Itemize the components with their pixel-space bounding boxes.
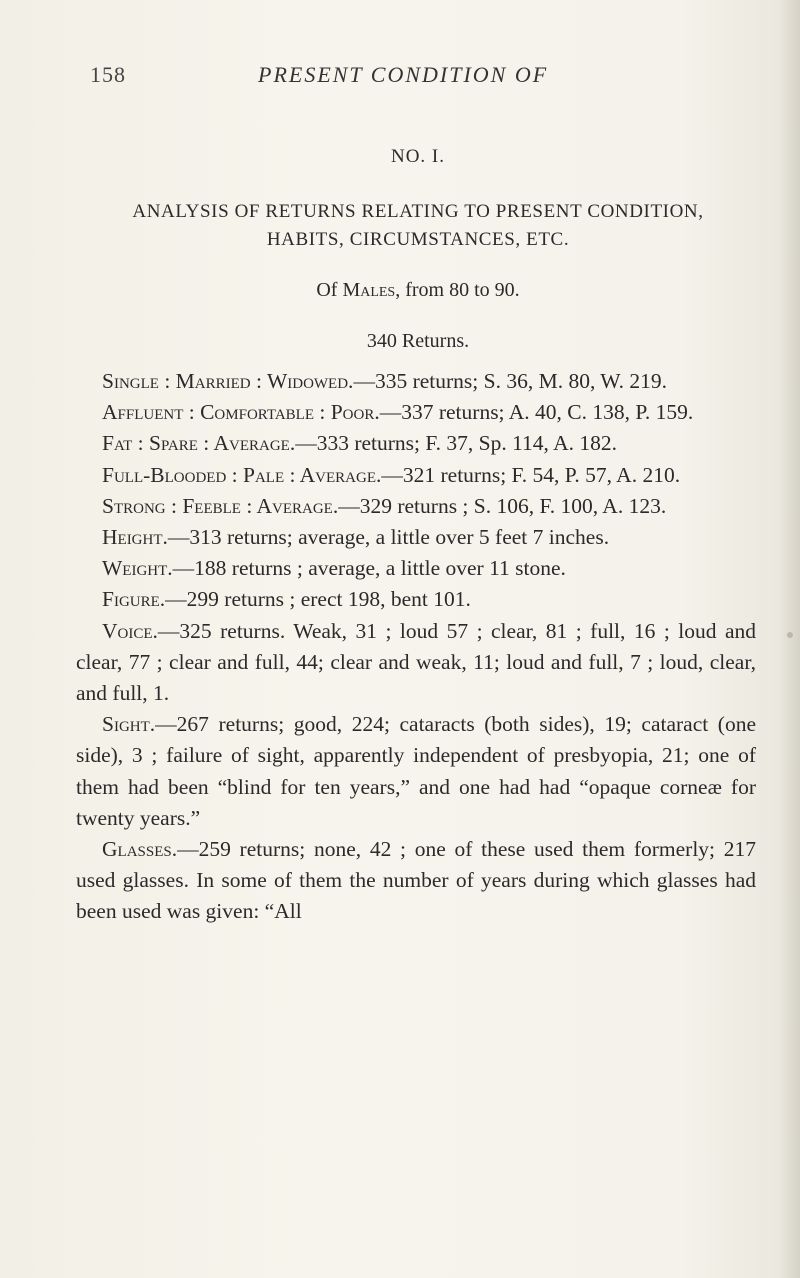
- paragraph-text: —259 returns; none, 42 ; one of these used them formerly; 217 used glasses. In some of them the number of years during which glasses had been used was given: “All: [76, 837, 756, 924]
- body-text: [76, 366, 756, 928]
- paragraph-lead: Single : Married : Widowed.: [102, 369, 354, 393]
- page-number: 158: [90, 62, 126, 87]
- paragraph-lead: Affluent : Comfortable : Poor.: [102, 400, 380, 425]
- returns-count: 340 Returns.: [366, 330, 470, 352]
- document-number: NO. I.: [390, 146, 446, 167]
- paragraph-lead: Glasses.: [102, 837, 178, 862]
- paragraph-strength: [76, 491, 756, 522]
- paragraph-height: [76, 522, 756, 553]
- paper-spot: [787, 632, 793, 638]
- paragraph-voice: [76, 616, 756, 710]
- paragraph-weight: [76, 553, 756, 584]
- running-head: [90, 62, 740, 98]
- paragraph-text: —325 returns. Weak, 31 ; loud 57 ; clear, 81 ; full, 16 ; loud and clear, 77 ; clear and full, 44; clear and weak, 11; loud and full, 7 ; loud, clear, and full, 1.: [76, 618, 756, 706]
- paragraph-text: —267 returns; good, 224; cataracts (both sides), 19; cataract (one side), 3 ; failure of sight, apparently independent of presbyopia, 21; one of them had been “blind for ten years,” and one had had “opaque corneæ for twenty years.”: [76, 712, 756, 830]
- paragraph-text: —321 returns; F. 54, P. 57, A. 210.: [381, 462, 681, 487]
- document-heading: [88, 198, 748, 254]
- heading-line-1: ANALYSIS OF RETURNS RELATING TO PRESENT CONDITION,: [132, 201, 704, 222]
- paragraph-glasses: [76, 834, 756, 928]
- paragraph-text: —337 returns; A. 40, C. 138, P. 159.: [379, 400, 694, 425]
- paragraph-text: —313 returns; average, a little over 5 feet 7 inches.: [167, 525, 610, 550]
- subheading: [88, 279, 748, 302]
- heading-line-2: HABITS, CIRCUMSTANCES, ETC.: [266, 229, 570, 250]
- subheading-prefix: Of: [316, 279, 343, 301]
- paragraph-text: —188 returns ; average, a little over 11 stone.: [172, 556, 566, 581]
- paragraph-lead: Sight.: [102, 712, 156, 737]
- page-edge-shadow: [778, 0, 800, 1278]
- paragraph-lead: Strong : Feeble : Average.: [102, 493, 339, 518]
- paragraph-lead: Voice.: [102, 618, 158, 643]
- paragraph-text: —329 returns ; S. 106, F. 100, A. 123.: [338, 493, 667, 518]
- paragraph-sight: [76, 709, 756, 834]
- paragraph-means: [76, 397, 756, 428]
- paragraph-lead: Weight.: [102, 556, 173, 581]
- subheading-males: Males: [342, 279, 396, 301]
- paragraph-text: —333 returns; F. 37, Sp. 114, A. 182.: [295, 431, 617, 456]
- paragraph-build: [76, 428, 756, 459]
- paragraph-lead: Figure.: [102, 587, 166, 612]
- paragraph-text: —299 returns ; erect 198, bent 101.: [165, 587, 471, 612]
- paragraph-complexion: [76, 460, 756, 491]
- paragraph-lead: Fat : Spare : Average.: [102, 431, 296, 456]
- paragraph-figure: [76, 584, 756, 615]
- paragraph-lead: Height.: [102, 525, 168, 550]
- subheading-suffix: , from 80 to 90.: [395, 279, 520, 301]
- paragraph-text: —335 returns; S. 36, M. 80, W. 219.: [353, 369, 667, 393]
- running-title: PRESENT CONDITION OF: [258, 62, 549, 87]
- paragraph-marital: [76, 366, 756, 397]
- paragraph-lead: Full-Blooded : Pale : Average.: [102, 462, 382, 487]
